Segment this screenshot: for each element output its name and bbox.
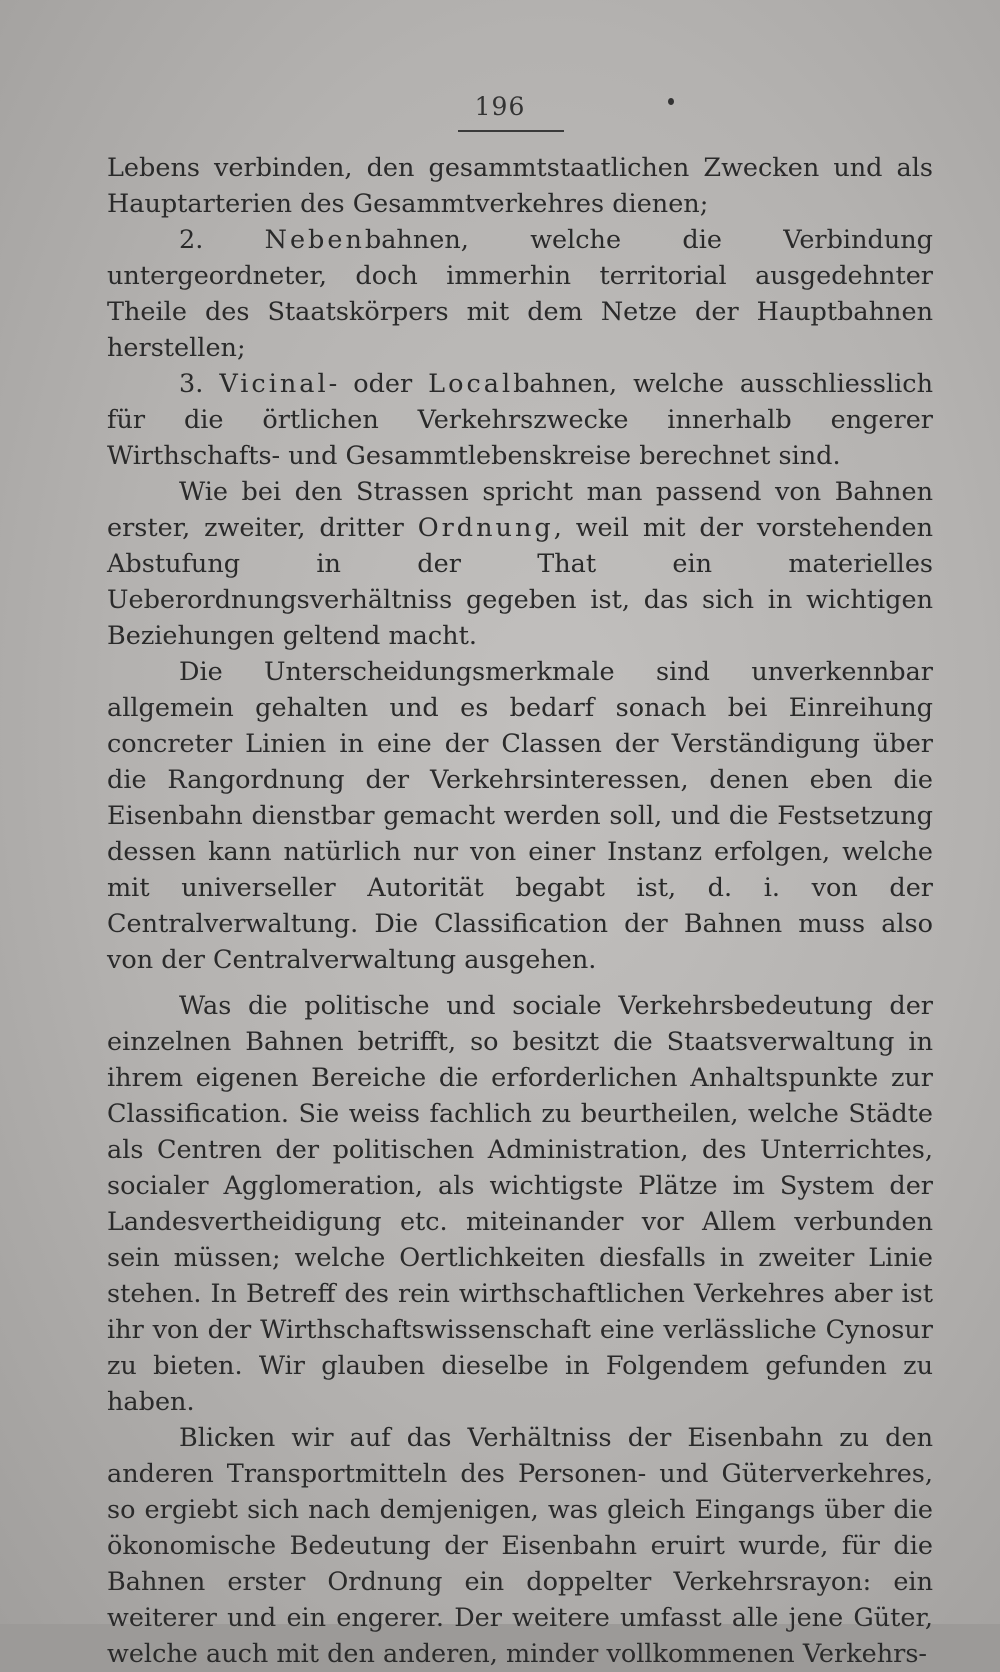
paragraph bbox=[107, 654, 933, 978]
text-run: Blicken wir auf das Verhältniss der Eisenbahn zu den anderen Transportmitteln des Personen- und Güterverkehres, so ergiebt sich nach demjenigen, was gleich Eingangs über die ökonomische Bedeutung der Eisenbahn eruirt wurde, für die Bahnen erster Ordnung ein doppelter Verkehrsrayon: ein weiterer und ein engerer. Der weitere umfasst alle jene Güter, welche auch mit den anderen, minder vollkommenen Verkehrs- bbox=[107, 1423, 933, 1669]
paragraph bbox=[107, 150, 933, 222]
text-run: 3. bbox=[179, 369, 220, 399]
paragraph bbox=[107, 474, 933, 654]
text-run: Wie bei den Strassen spricht man passend von Bahnen erster, zweiter, dritter bbox=[107, 477, 933, 543]
text-run: Die Unterscheidungsmerkmale sind unverkennbar allgemein gehalten und es bedarf sonach bei Einreihung concreter Linien in eine der Classen der Verständigung über die Rangordnung der Verkehrsinteressen, denen eben die Eisenbahn dienstbar gemacht werden soll, und die Festsetzung dessen kann natürlich nur von einer Instanz erfolgen, welche mit universeller Autorität begabt ist, d. i. von der Centralverwaltung. Die Classification der Bahnen muss also von der Centralverwaltung ausgehen. bbox=[107, 657, 933, 975]
text-run: Was die politische und sociale Verkehrsbedeutung der einzelnen Bahnen betrifft, so besitzt die Staatsverwaltung in ihrem eigenen Bereiche die erforderlichen Anhaltspunkte zur Classification. Sie weiss fachlich zu beurtheilen, welche Städte als Centren der politischen Administration, des Unterrichtes, socialer Agglomeration, als wichtigste Plätze im System der Landesvertheidigung etc. miteinander vor Allem verbunden sein müssen; welche Oertlichkeiten diesfalls in zweiter Linie stehen. In Betreff des rein wirthschaftlichen Verkehres aber ist ihr von der Wirthschaftswissenschaft eine verlässliche Cynosur zu bieten. Wir glauben dieselbe in Folgendem gefunden zu haben. bbox=[107, 991, 933, 1417]
text-run: 2. bbox=[179, 225, 265, 255]
paragraph bbox=[107, 222, 933, 366]
text-run: - oder bbox=[328, 369, 429, 399]
body-text bbox=[107, 150, 933, 1672]
text-run: bahnen, welche die Verbindung untergeordneter, doch immerhin territorial ausgedehnter Theile des Staatskörpers mit dem Netze der Hauptbahnen herstellen; bbox=[107, 225, 933, 363]
spaced-term: Vicinal bbox=[219, 369, 329, 399]
text-run: bahnen, welche ausschliesslich für die örtlichen Verkehrszwecke innerhalb engerer Wirthschafts- und Gesammtlebenskreise berechnet sind. bbox=[107, 369, 933, 471]
spaced-term: Ordnung bbox=[417, 513, 554, 543]
paragraph bbox=[107, 988, 933, 1420]
header-rule bbox=[458, 130, 564, 132]
page-number: 196 bbox=[474, 92, 526, 121]
paragraph bbox=[107, 1420, 933, 1672]
paragraph bbox=[107, 366, 933, 474]
text-run: , weil mit der vorstehenden Abstufung in der That ein materielles Ueberordnungsverhältniss gegeben ist, das sich in wichtigen Beziehungen geltend macht. bbox=[107, 513, 933, 651]
text-run: Lebens verbinden, den gesammtstaatlichen Zwecken und als Hauptarterien des Gesammtverkehres dienen; bbox=[107, 153, 933, 219]
spaced-term: Local bbox=[428, 369, 514, 399]
spaced-term: Neben bbox=[264, 225, 365, 255]
